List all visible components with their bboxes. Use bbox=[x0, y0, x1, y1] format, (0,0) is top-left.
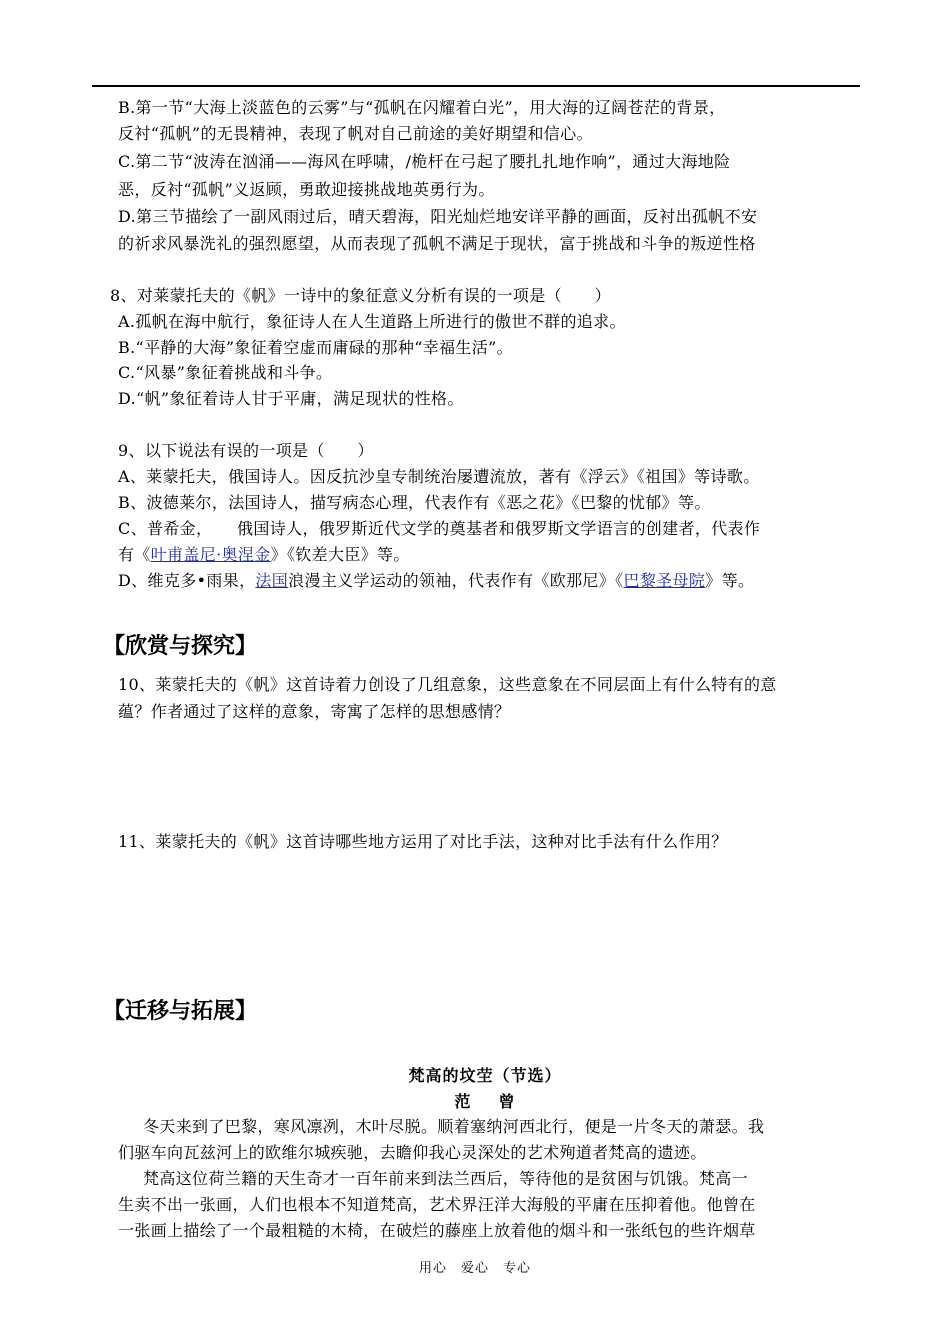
q9-option-c-post: 》《钦差大臣》等。 bbox=[270, 545, 410, 564]
q7-option-d-line1: D.第三节描绘了一副风雨过后，晴天碧海，阳光灿烂地安详平静的画面，反衬出孤帆不安 bbox=[118, 207, 758, 226]
q9-option-c-line1: C、普希金， 俄国诗人，俄罗斯近代文学的奠基者和俄罗斯文学语言的创建者，代表作 bbox=[118, 519, 761, 538]
q10-line1: 10、莱蒙托夫的《帆》这首诗着力创设了几组意象，这些意象在不同层面上有什么特有的意 bbox=[118, 675, 777, 694]
article-p1-line2: 们驱车向瓦兹河上的欧维尔城疾驰，去瞻仰我心灵深处的艺术殉道者梵高的遗迹。 bbox=[118, 1143, 707, 1162]
section-extension-heading: 【迁移与拓展】 bbox=[103, 999, 258, 1024]
section-appreciation-heading: 【欣赏与探究】 bbox=[103, 634, 258, 659]
q9-option-c-line2 bbox=[118, 545, 410, 565]
q7-option-c-line2: 恶，反衬“孤帆”义返顾，勇敢迎接挑战地英勇行为。 bbox=[118, 180, 495, 199]
page-footer: 用心 爱心 专心 bbox=[418, 1261, 531, 1276]
q8-stem: 8、对莱蒙托夫的《帆》一诗中的象征意义分析有误的一项是（ ） bbox=[110, 286, 612, 305]
article-p2-line3: 一张画上描绘了一个最粗糙的木椅，在破烂的藤座上放着他的烟斗和一张纸包的些许烟草 bbox=[118, 1221, 756, 1240]
article-author: 范 曾 bbox=[454, 1092, 521, 1111]
q9-stem: 9、以下说法有误的一项是（ ） bbox=[118, 441, 374, 460]
q9-option-d-pre: D、维克多•雨果， bbox=[118, 571, 256, 590]
q11: 11、莱蒙托夫的《帆》这首诗哪些地方运用了对比手法，这种对比手法有什么作用？ bbox=[118, 832, 728, 851]
q9-option-d-post: 》等。 bbox=[705, 571, 755, 590]
q7-option-c-line1: C.第二节“波涛在汹涌——海风在呼啸，/桅杆在弓起了腰扎扎地作响”，通过大海地险 bbox=[118, 152, 731, 171]
onegin-link[interactable]: 叶甫盖尼·奥涅金 bbox=[150, 545, 271, 564]
article-p1-line1: 冬天来到了巴黎，寒风凛冽，木叶尽脱。顺着塞纳河西北行，便是一片冬天的萧瑟。我 bbox=[143, 1117, 765, 1136]
q7-option-b-line1: B.第一节“大海上淡蓝色的云雾”与“孤帆在闪耀着白光”，用大海的辽阔苍茫的背景， bbox=[118, 98, 726, 117]
q9-option-b: B、波德莱尔，法国诗人，描写病态心理，代表作有《恶之花》《巴黎的忧郁》等。 bbox=[118, 493, 711, 512]
q8-option-a: A.孤帆在海中航行，象征诗人在人生道路上所进行的傲世不群的追求。 bbox=[118, 312, 626, 331]
q8-option-d: D.“帆”象征着诗人甘于平庸，满足现状的性格。 bbox=[118, 389, 464, 408]
header-rule bbox=[92, 85, 860, 87]
q8-option-b: B.“平静的大海”象征着空虚而庸碌的那种“幸福生活”。 bbox=[118, 338, 514, 357]
article-title: 梵高的坟茔（节选） bbox=[408, 1066, 562, 1085]
notre-dame-link[interactable]: 巴黎圣母院 bbox=[623, 571, 706, 590]
q9-option-d-mid: 浪漫主义学运动的领袖，代表作有《欧那尼》《 bbox=[288, 571, 624, 590]
q7-option-d-line2: 的祈求风暴洗礼的强烈愿望，从而表现了孤帆不满足于现状，富于挑战和斗争的叛逆性格 bbox=[118, 234, 756, 253]
q9-option-d bbox=[118, 571, 754, 591]
article-p2-line1: 梵高这位荷兰籍的天生奇才一百年前来到法兰西后，等待他的是贫困与饥饿。梵高一 bbox=[143, 1169, 748, 1188]
q9-option-c-pre: 有《 bbox=[118, 545, 151, 564]
article-p2-line2: 生卖不出一张画，人们也根本不知道梵高，艺术界汪洋大海般的平庸在压抑着他。他曾在 bbox=[118, 1195, 756, 1214]
q8-option-c: C.“风暴”象征着挑战和斗争。 bbox=[118, 363, 333, 382]
q9-option-a: A、莱蒙托夫，俄国诗人。因反抗沙皇专制统治屡遭流放，著有《浮云》《祖国》等诗歌。 bbox=[118, 467, 760, 486]
france-link[interactable]: 法国 bbox=[255, 571, 289, 590]
q7-option-b-line2: 反衬“孤帆”的无畏精神，表现了帆对自己前途的美好期望和信心。 bbox=[118, 124, 593, 143]
q10-line2: 蕴？作者通过了这样的意象，寄寓了怎样的思想感情？ bbox=[118, 702, 511, 721]
